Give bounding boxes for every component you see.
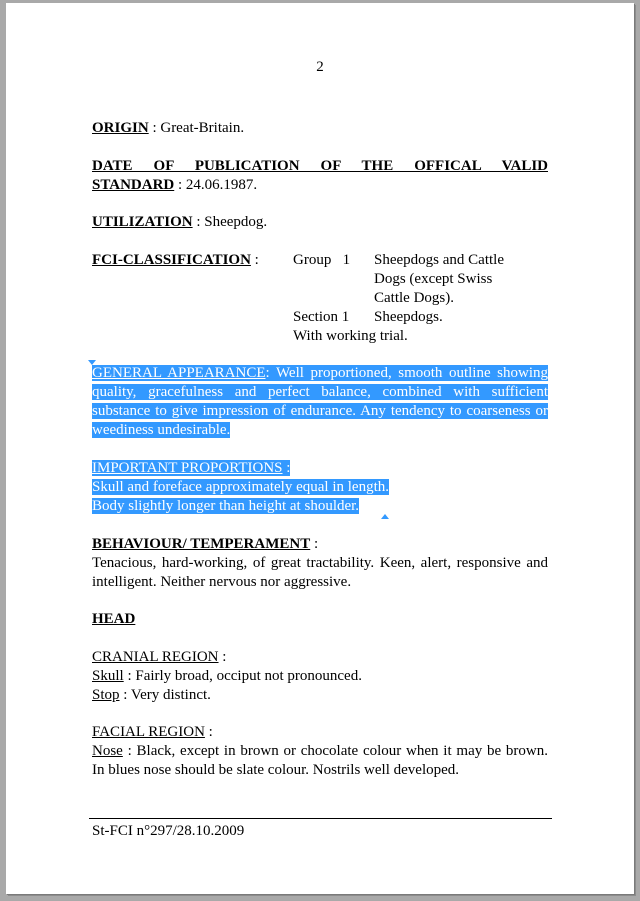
- proportions-line1: Skull and foreface approximately equal in length.: [92, 479, 389, 495]
- cranial-region: [92, 648, 548, 705]
- origin-label: ORIGIN: [92, 120, 149, 136]
- general-appearance: [92, 364, 548, 440]
- fci-group-line: Sheepdogs and Cattle: [374, 252, 504, 268]
- important-proportions: [92, 459, 548, 516]
- date-label-line1: DATE OF PUBLICATION OF THE OFFICAL VALID: [92, 158, 548, 174]
- fci-sep: :: [250, 252, 259, 268]
- fci-working-trial: With working trial.: [293, 328, 408, 344]
- fci-label: FCI-CLASSIFICATION: [92, 252, 251, 268]
- head-label: HEAD: [92, 611, 136, 627]
- footer-rule: [89, 818, 552, 819]
- behaviour-text: Tenacious, hard-working, of great tractability. Keen, alert, responsive and intelligent. Neither nervous nor aggressive.: [92, 555, 548, 590]
- cranial-sep: :: [218, 649, 227, 665]
- utilization-value: : Sheepdog.: [192, 214, 268, 230]
- facial-sep: :: [204, 724, 213, 740]
- origin-line: [92, 119, 548, 138]
- page-number: 2: [316, 59, 324, 75]
- stop-text: : Very distinct.: [119, 687, 211, 703]
- date-label-line2: STANDARD: [92, 177, 175, 193]
- nose-label: Nose: [92, 743, 123, 759]
- skull-text: : Fairly broad, occiput not pronounced.: [123, 668, 362, 684]
- fci-section-value: Sheepdogs.: [374, 309, 443, 325]
- general-appearance-label: GENERAL APPEARANCE: [92, 365, 266, 381]
- behaviour-label: BEHAVIOUR/ TEMPERAMENT: [92, 536, 311, 552]
- fci-group-label: Group 1: [293, 252, 351, 268]
- nose-text: : Black, except in brown or chocolate colour when it may be brown. In blues nose should be slate colour. Nostrils well developed.: [92, 743, 548, 778]
- skull-label: Skull: [92, 668, 124, 684]
- behaviour-temperament: [92, 535, 548, 592]
- fci-section-label: Section 1: [293, 309, 350, 325]
- origin-value: : Great-Britain.: [148, 120, 245, 136]
- proportions-sep: :: [282, 460, 291, 476]
- proportions-label: IMPORTANT PROPORTIONS: [92, 460, 283, 476]
- date-value: : 24.06.1987.: [174, 177, 258, 193]
- proportions-line2: Body slightly longer than height at shoulder.: [92, 498, 360, 514]
- facial-region: [92, 723, 548, 780]
- cranial-label: CRANIAL REGION: [92, 649, 219, 665]
- date-of-publication: [92, 157, 548, 195]
- footer-reference: St-FCI n°297/28.10.2009: [92, 823, 245, 839]
- utilization-line: [92, 213, 548, 232]
- stop-label: Stop: [92, 687, 120, 703]
- fci-group-line: Cattle Dogs).: [374, 290, 454, 306]
- facial-label: FACIAL REGION: [92, 724, 205, 740]
- fci-group-line: Dogs (except Swiss: [374, 271, 493, 287]
- behaviour-sep: :: [310, 536, 319, 552]
- head-heading: [92, 610, 548, 629]
- general-appearance-text: : Well proportioned, smooth outline showing quality, gracefulness and perfect balance, combined with sufficient substance to give impression of endurance. Any tendency to coarseness or weediness undesirable.: [92, 365, 548, 438]
- selection-end-handle[interactable]: [381, 514, 389, 519]
- fci-group-value: [374, 251, 504, 308]
- utilization-label: UTILIZATION: [92, 214, 193, 230]
